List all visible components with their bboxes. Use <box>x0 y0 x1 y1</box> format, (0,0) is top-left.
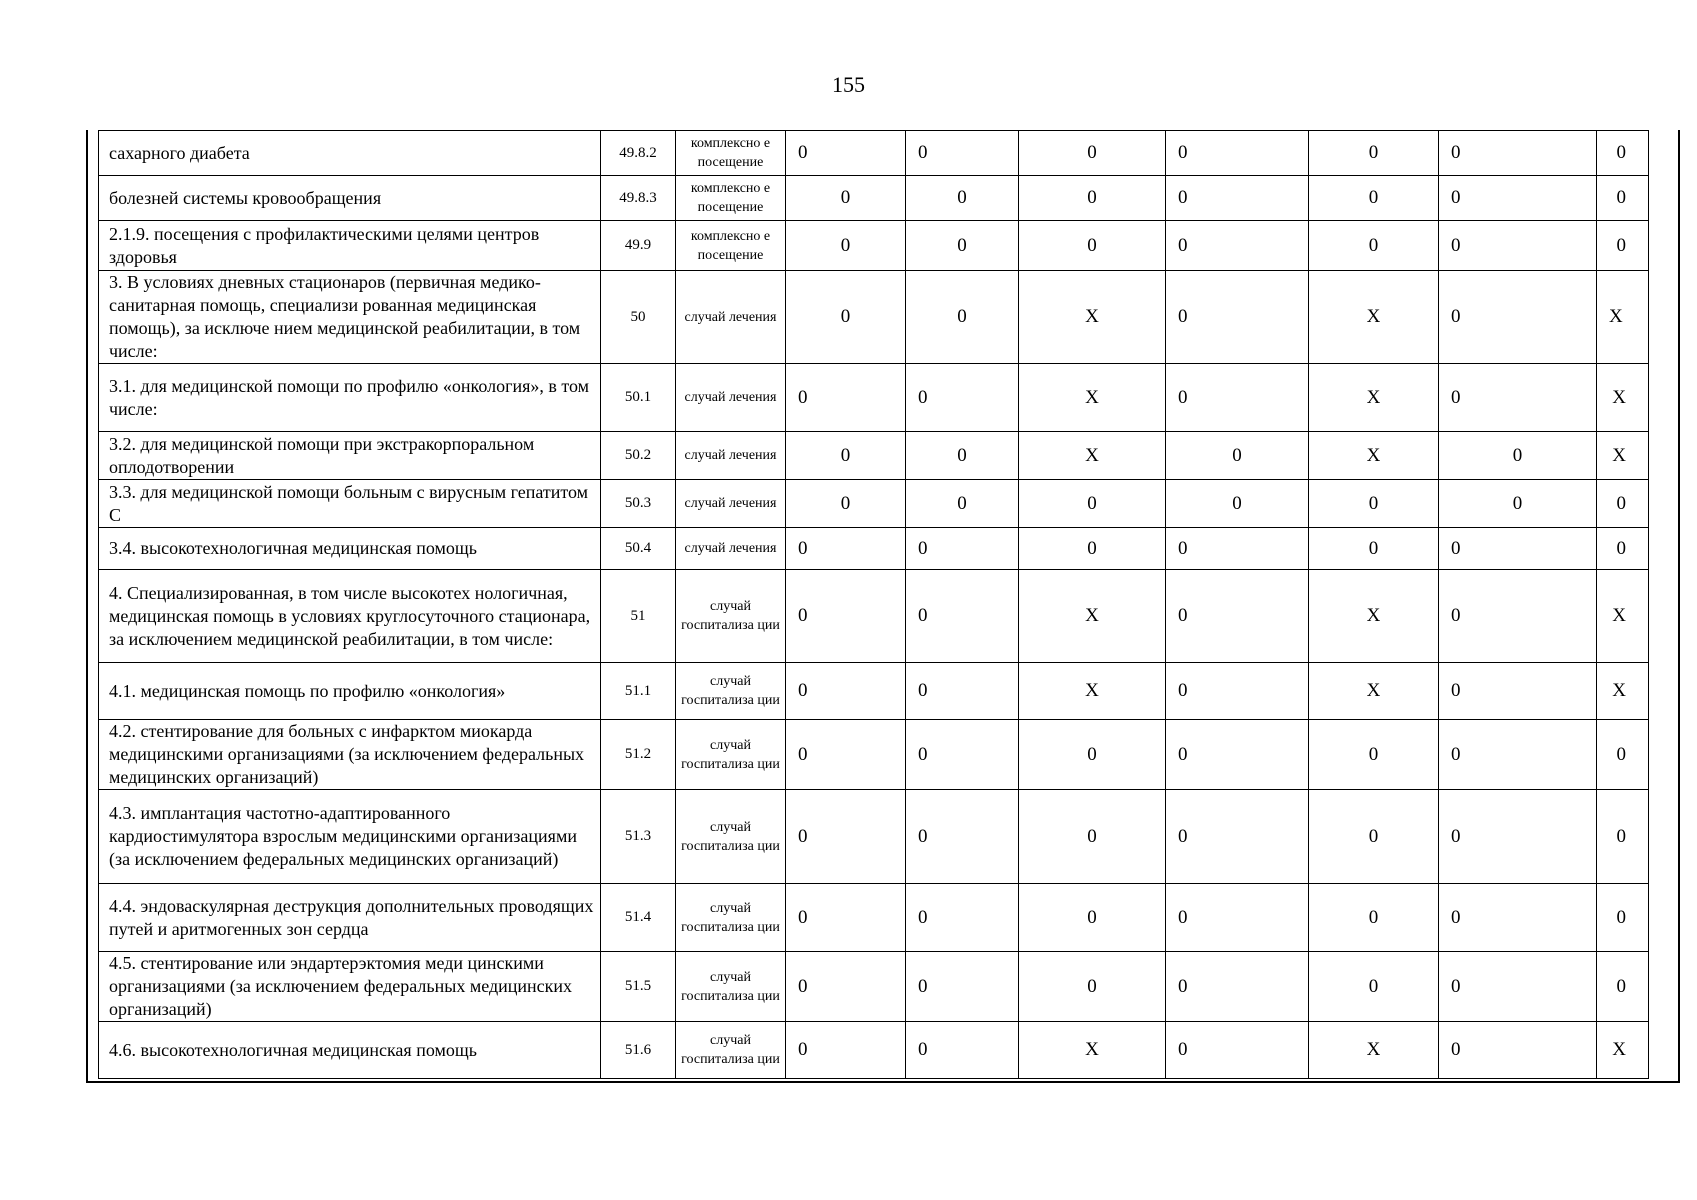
row-value-cell: 0 <box>1439 364 1597 432</box>
row-value-cell: 0 <box>1309 176 1439 221</box>
row-code-cell: 50.3 <box>601 480 676 528</box>
row-value-cell: X <box>1309 663 1439 720</box>
row-name-cell: 3.4. высокотехнологичная медицинская помощь <box>99 528 601 570</box>
row-value-cell: 0 <box>786 131 906 176</box>
row-name-cell: сахарного диабета <box>99 131 601 176</box>
row-value-cell: X <box>1597 570 1649 663</box>
row-code-cell: 49.9 <box>601 221 676 271</box>
row-value-cell: 0 <box>1439 432 1597 480</box>
row-value-cell: 0 <box>1166 1022 1309 1079</box>
row-value-cell: X <box>1309 271 1439 364</box>
row-value-cell: 0 <box>906 432 1019 480</box>
row-value-cell: X <box>1019 364 1166 432</box>
row-value-cell: 0 <box>1019 480 1166 528</box>
row-unit-cell: случай госпитализа ции <box>676 663 786 720</box>
row-value-cell: 0 <box>1166 364 1309 432</box>
row-value-cell: 0 <box>1019 952 1166 1022</box>
row-value-cell: 0 <box>1439 790 1597 884</box>
row-value-cell: 0 <box>906 570 1019 663</box>
row-value-cell: 0 <box>1597 221 1649 271</box>
row-value-cell: 0 <box>1166 176 1309 221</box>
table-row <box>99 884 1649 952</box>
row-name-cell: 3.3. для медицинской помощи больным с вирусным гепатитом С <box>99 480 601 528</box>
row-value-cell: 0 <box>1166 570 1309 663</box>
row-code-cell: 51.6 <box>601 1022 676 1079</box>
table-row <box>99 271 1649 364</box>
table-row <box>99 720 1649 790</box>
row-value-cell: 0 <box>1597 720 1649 790</box>
row-unit-cell: случай госпитализа ции <box>676 720 786 790</box>
row-value-cell: 0 <box>1439 131 1597 176</box>
row-value-cell: 0 <box>1439 480 1597 528</box>
table-row <box>99 663 1649 720</box>
row-value-cell: 0 <box>1309 480 1439 528</box>
row-value-cell: 0 <box>1439 884 1597 952</box>
row-value-cell: 0 <box>1439 221 1597 271</box>
table-row <box>99 528 1649 570</box>
row-value-cell: 0 <box>1166 480 1309 528</box>
row-value-cell: 0 <box>786 528 906 570</box>
row-value-cell: 0 <box>1166 663 1309 720</box>
row-value-cell: 0 <box>1439 176 1597 221</box>
table-row <box>99 432 1649 480</box>
row-value-cell: 0 <box>1309 720 1439 790</box>
row-value-cell: 0 <box>1309 790 1439 884</box>
row-value-cell: 0 <box>1166 952 1309 1022</box>
row-unit-cell: комплексно е посещение <box>676 221 786 271</box>
row-value-cell: 0 <box>906 131 1019 176</box>
row-value-cell: 0 <box>1439 528 1597 570</box>
row-unit-cell: случай госпитализа ции <box>676 570 786 663</box>
row-value-cell: 0 <box>786 221 906 271</box>
row-value-cell: 0 <box>1597 131 1649 176</box>
row-value-cell: 0 <box>1439 663 1597 720</box>
row-value-cell: 0 <box>786 663 906 720</box>
row-value-cell: 0 <box>1166 528 1309 570</box>
row-unit-cell: случай госпитализа ции <box>676 952 786 1022</box>
row-value-cell: X <box>1019 1022 1166 1079</box>
row-value-cell: X <box>1597 271 1649 364</box>
page-number: 155 <box>832 72 865 97</box>
row-value-cell: 0 <box>1019 884 1166 952</box>
row-value-cell: 0 <box>906 480 1019 528</box>
row-value-cell: 0 <box>906 271 1019 364</box>
row-value-cell: 0 <box>786 570 906 663</box>
row-unit-cell: случай госпитализа ции <box>676 790 786 884</box>
row-value-cell: 0 <box>1597 952 1649 1022</box>
row-name-cell: 3.1. для медицинской помощи по профилю «онкология», в том числе: <box>99 364 601 432</box>
row-value-cell: 0 <box>786 790 906 884</box>
row-value-cell: 0 <box>786 176 906 221</box>
table-row <box>99 221 1649 271</box>
row-code-cell: 50.1 <box>601 364 676 432</box>
row-code-cell: 51.4 <box>601 884 676 952</box>
row-code-cell: 50.2 <box>601 432 676 480</box>
table-row <box>99 364 1649 432</box>
row-code-cell: 49.8.2 <box>601 131 676 176</box>
row-unit-cell: комплексно е посещение <box>676 176 786 221</box>
row-value-cell: X <box>1019 271 1166 364</box>
row-value-cell: 0 <box>1597 884 1649 952</box>
table-frame <box>86 130 1680 1083</box>
row-value-cell: 0 <box>906 952 1019 1022</box>
row-value-cell: 0 <box>1439 570 1597 663</box>
row-code-cell: 51.5 <box>601 952 676 1022</box>
row-unit-cell: случай лечения <box>676 432 786 480</box>
row-value-cell: 0 <box>906 364 1019 432</box>
row-value-cell: 0 <box>1019 528 1166 570</box>
row-value-cell: 0 <box>1309 884 1439 952</box>
row-value-cell: 0 <box>1019 131 1166 176</box>
row-value-cell: 0 <box>1439 720 1597 790</box>
row-value-cell: 0 <box>906 1022 1019 1079</box>
data-table <box>98 130 1649 1079</box>
row-value-cell: 0 <box>906 884 1019 952</box>
row-name-cell: 4.1. медицинская помощь по профилю «онкология» <box>99 663 601 720</box>
row-value-cell: X <box>1309 1022 1439 1079</box>
row-name-cell: 4.2. стентирование для больных с инфарктом миокарда медицинскими организациями (за исключением федеральных медицинских организаций) <box>99 720 601 790</box>
row-value-cell: 0 <box>1597 528 1649 570</box>
row-unit-cell: случай лечения <box>676 271 786 364</box>
row-name-cell: 3. В условиях дневных стационаров (первичная медико-санитарная помощь, специализи рованная медицинская помощь), за исключе нием медицинской реабилитации, в том числе: <box>99 271 601 364</box>
row-name-cell: 4.6. высокотехнологичная медицинская помощь <box>99 1022 601 1079</box>
row-value-cell: 0 <box>1166 271 1309 364</box>
table-row <box>99 1022 1649 1079</box>
row-value-cell: 0 <box>1019 720 1166 790</box>
row-value-cell: X <box>1309 432 1439 480</box>
row-value-cell: X <box>1019 570 1166 663</box>
row-code-cell: 50 <box>601 271 676 364</box>
table-row <box>99 480 1649 528</box>
row-value-cell: 0 <box>786 952 906 1022</box>
row-value-cell: 0 <box>1309 221 1439 271</box>
row-value-cell: 0 <box>786 480 906 528</box>
row-value-cell: X <box>1019 663 1166 720</box>
row-value-cell: X <box>1309 364 1439 432</box>
row-value-cell: X <box>1597 663 1649 720</box>
row-value-cell: 0 <box>906 720 1019 790</box>
row-value-cell: 0 <box>906 790 1019 884</box>
row-value-cell: 0 <box>1019 176 1166 221</box>
row-value-cell: 0 <box>786 271 906 364</box>
row-value-cell: 0 <box>786 720 906 790</box>
row-code-cell: 51 <box>601 570 676 663</box>
row-value-cell: 0 <box>906 176 1019 221</box>
row-value-cell: 0 <box>1309 131 1439 176</box>
row-value-cell: 0 <box>1019 221 1166 271</box>
row-value-cell: 0 <box>1439 1022 1597 1079</box>
row-unit-cell: случай госпитализа ции <box>676 1022 786 1079</box>
row-value-cell: 0 <box>1309 528 1439 570</box>
row-value-cell: 0 <box>1166 432 1309 480</box>
row-code-cell: 51.2 <box>601 720 676 790</box>
row-code-cell: 51.3 <box>601 790 676 884</box>
row-value-cell: 0 <box>1166 884 1309 952</box>
row-value-cell: 0 <box>906 528 1019 570</box>
row-unit-cell: случай лечения <box>676 480 786 528</box>
table-row <box>99 570 1649 663</box>
row-code-cell: 51.1 <box>601 663 676 720</box>
row-value-cell: 0 <box>906 663 1019 720</box>
row-value-cell: 0 <box>1439 952 1597 1022</box>
row-name-cell: болезней системы кровообращения <box>99 176 601 221</box>
row-unit-cell: случай лечения <box>676 528 786 570</box>
table-row <box>99 176 1649 221</box>
row-unit-cell: случай лечения <box>676 364 786 432</box>
row-value-cell: X <box>1019 432 1166 480</box>
row-value-cell: 0 <box>906 221 1019 271</box>
row-value-cell: 0 <box>1166 790 1309 884</box>
row-value-cell: 0 <box>786 432 906 480</box>
row-code-cell: 49.8.3 <box>601 176 676 221</box>
row-unit-cell: случай госпитализа ции <box>676 884 786 952</box>
row-value-cell: 0 <box>1597 176 1649 221</box>
row-value-cell: 0 <box>1166 221 1309 271</box>
row-value-cell: 0 <box>786 884 906 952</box>
row-name-cell: 3.2. для медицинской помощи при экстракорпоральном оплодотворении <box>99 432 601 480</box>
row-value-cell: 0 <box>786 1022 906 1079</box>
row-value-cell: X <box>1597 432 1649 480</box>
row-value-cell: 0 <box>1166 131 1309 176</box>
row-value-cell: 0 <box>1597 790 1649 884</box>
row-value-cell: 0 <box>1439 271 1597 364</box>
row-name-cell: 4.5. стентирование или эндартерэктомия меди цинскими организациями (за исключением федеральных медицинских организаций) <box>99 952 601 1022</box>
row-value-cell: 0 <box>1166 720 1309 790</box>
row-value-cell: 0 <box>1597 480 1649 528</box>
row-code-cell: 50.4 <box>601 528 676 570</box>
row-name-cell: 4.3. имплантация частотно-адаптированного кардиостимулятора взрослым медицинскими организациями (за исключением федеральных медицинских организаций) <box>99 790 601 884</box>
table-row <box>99 790 1649 884</box>
row-value-cell: 0 <box>1309 952 1439 1022</box>
table-row <box>99 131 1649 176</box>
row-name-cell: 2.1.9. посещения с профилактическими целями центров здоровья <box>99 221 601 271</box>
row-name-cell: 4. Специализированная, в том числе высокотех нологичная, медицинская помощь в условиях круглосуточного стационара, за исключением медицинской реабилитации, в том числе: <box>99 570 601 663</box>
row-value-cell: X <box>1597 1022 1649 1079</box>
row-value-cell: X <box>1309 570 1439 663</box>
row-name-cell: 4.4. эндоваскулярная деструкция дополнительных проводящих путей и аритмогенных зон сердца <box>99 884 601 952</box>
row-value-cell: 0 <box>1019 790 1166 884</box>
row-value-cell: 0 <box>786 364 906 432</box>
row-unit-cell: комплексно е посещение <box>676 131 786 176</box>
row-value-cell: X <box>1597 364 1649 432</box>
table-row <box>99 952 1649 1022</box>
